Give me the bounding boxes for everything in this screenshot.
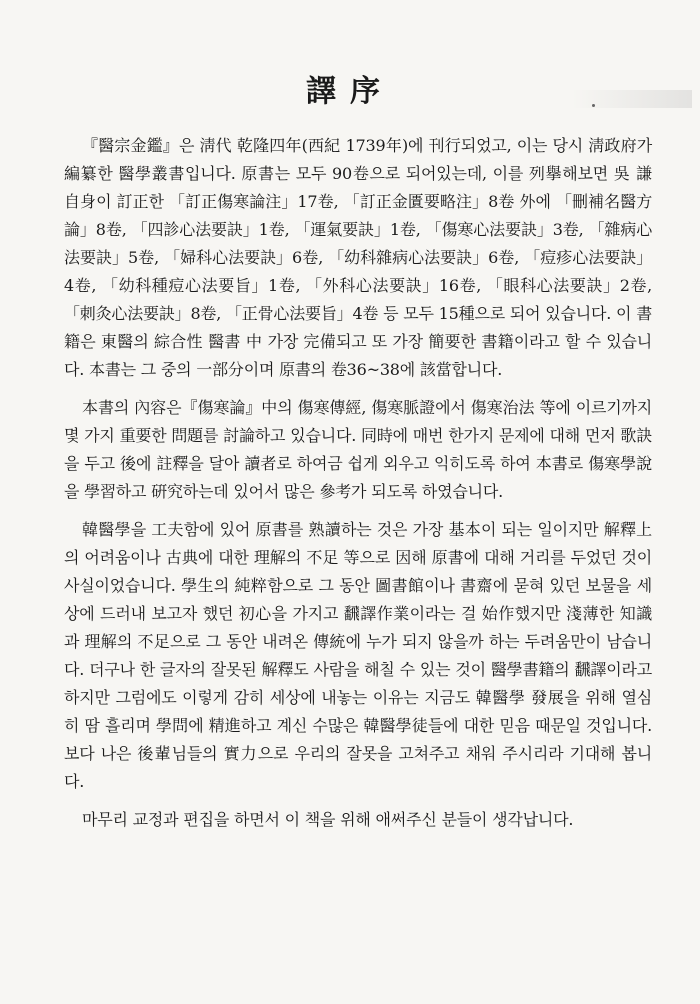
paragraph-4: 마무리 교정과 편집을 하면서 이 책을 위해 애써주신 분들이 생각납니다. xyxy=(82,810,574,829)
preface-body xyxy=(64,132,652,844)
paragraph-1: 『醫宗金鑑』은 淸代 乾隆四年(西紀 1739年)에 刊行되었고, 이는 당시 淸政府가 編纂한 醫學叢書입니다. 原書는 모두 90卷으로 되어있는데, 이를 列擧해보면 吳 謙 自身이 訂正한 「訂正傷寒論注」17卷, 「訂正金匱要略注」8卷 外에 「刪補名醫方論」8卷, 「四診心法要訣」1卷, 「運氣要訣」1卷, 「傷寒心法要訣」3卷, 「雜病心法要訣」5卷, 「婦科心法要訣」6卷, 「幼科雜病心法要訣」6卷, 「痘疹心法要訣」4卷, 「幼科種痘心法要旨」1卷, 「外科心法要訣」16卷, 「眼科心法要訣」2卷, 「刺灸心法要訣」8卷, 「正骨心法要旨」4卷 등 모두 15種으로 되어 있습니다. 이 書籍은 東醫의 綜合性 醫書 中 가장 完備되고 또 가장 簡要한 書籍이라고 할 수 있습니다. 本書는 그 중의 一部分이며 原書의 卷36~38에 該當합니다. xyxy=(64,136,652,379)
paragraph-2: 本書의 內容은『傷寒論』中의 傷寒傳經, 傷寒脈證에서 傷寒治法 等에 이르기까지 몇 가지 重要한 問題를 討論하고 있습니다. 同時에 매번 한가지 문제에 대해 먼저 歌訣을 두고 後에 註釋을 달아 讀者로 하여금 쉽게 외우고 익히도록 하여 本書로 傷寒學說을 學習하고 硏究하는데 있어서 많은 參考가 되도록 하였습니다. xyxy=(64,398,652,501)
page-title: 譯序 xyxy=(306,74,394,110)
paragraph-3: 韓醫學을 工夫함에 있어 原書를 熟讀하는 것은 가장 基本이 되는 일이지만 解釋上의 어려움이나 古典에 대한 理解의 不足 等으로 因해 原書에 대해 거리를 두었던 것이 사실이었습니다. 學生의 純粹함으로 그 동안 圖書館이나 書齋에 묻혀 있던 보물을 세상에 드러내 보고자 했던 初心을 가지고 飜譯作業이라는 걸 始作했지만 淺薄한 知識과 理解의 不足으로 그 동안 내려온 傳統에 누가 되지 않을까 하는 두려움만이 남습니다. 더구나 한 글자의 잘못된 解釋도 사람을 해칠 수 있는 것이 醫學書籍의 飜譯이라고 하지만 그럼에도 이렇게 감히 세상에 내놓는 이유는 지금도 韓醫學 發展을 위해 열심히 땀 흘리며 學問에 精進하고 계신 수많은 韓醫學徒들에 대한 믿음 때문일 것입니다. 보다 나은 後輩님들의 實力으로 우리의 잘못을 고쳐주고 채워 주시리라 기대해 봅니다. xyxy=(64,520,652,791)
